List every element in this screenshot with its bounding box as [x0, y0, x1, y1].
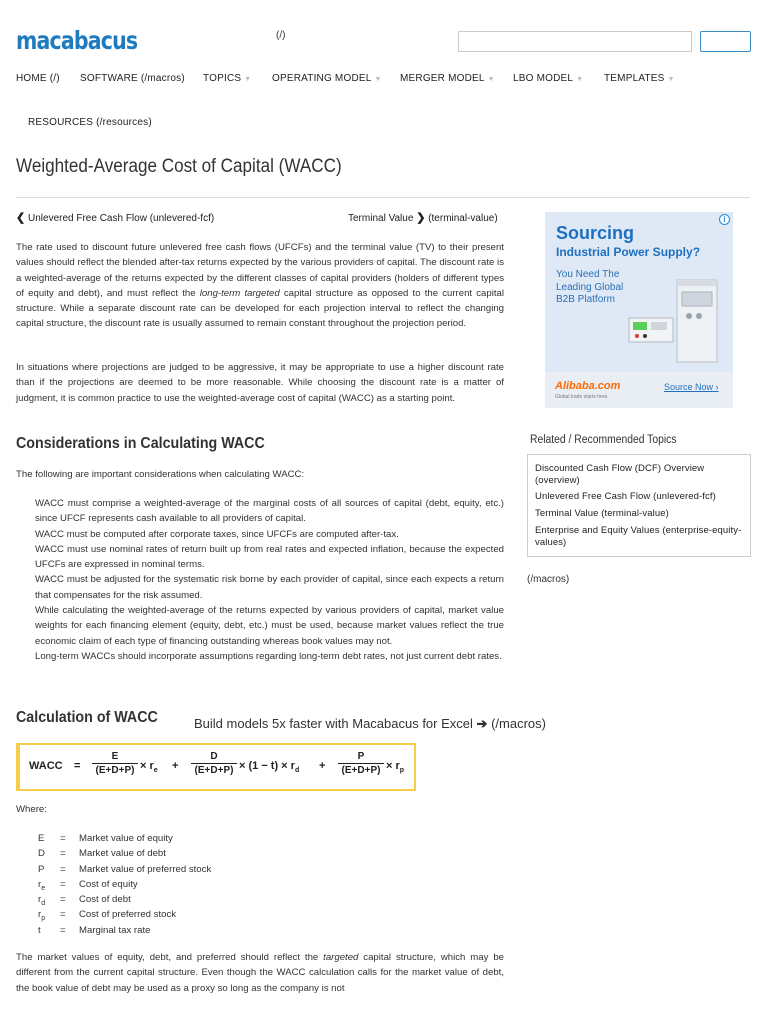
formula-lhs: WACC: [29, 760, 63, 772]
arrow-circle-right-icon: ➔: [476, 716, 488, 731]
chevron-down-icon: ▼: [374, 76, 382, 83]
nav-merger-model[interactable]: [400, 73, 495, 84]
ad-info-icon[interactable]: i: [719, 214, 730, 225]
definition-equals: =: [60, 894, 66, 906]
related-topics-list: [527, 454, 751, 557]
definition-equals: =: [60, 909, 66, 921]
chevron-down-icon: ▼: [487, 76, 495, 83]
definition-symbol: [38, 923, 41, 942]
fraction-numerator: D: [191, 751, 237, 764]
divider: [16, 197, 750, 198]
fraction-denominator: (E+D+P): [194, 765, 234, 776]
symbol-text: E: [38, 833, 45, 844]
formula-term-text: × r: [140, 760, 154, 772]
formula-subscript: e: [153, 767, 158, 775]
ad-title: Sourcing: [556, 223, 635, 243]
related-link[interactable]: Enterprise and Equity Values (enterprise-equity-values): [535, 525, 742, 548]
definition-text: Market value of equity: [79, 833, 173, 844]
next-topic-link[interactable]: [348, 211, 498, 224]
intro-paragraph-2: In situations where projections are judged to be aggressive, it may be appropriate to use a higher discount rate than if the projections are deemed to be more reasonable. While choosing the discount rate is a matter of judgment, it is common practice to use the weighted-average cost of capital (WACC) as a starting point.: [16, 362, 504, 404]
intro-paragraph-1: [16, 240, 504, 332]
nav-label: RESOURCES (/resources): [28, 117, 152, 128]
nav-label: MERGER MODEL: [400, 73, 485, 84]
definition-text: Cost of equity: [79, 878, 138, 890]
search-button[interactable]: [700, 31, 751, 52]
nav-label: SOFTWARE (/macros): [80, 73, 185, 84]
power-supply-image: [627, 276, 727, 368]
search-input[interactable]: [458, 31, 692, 52]
related-heading: Related / Recommended Topics: [530, 434, 677, 446]
related-link[interactable]: Terminal Value (terminal-value): [535, 508, 669, 519]
symbol-subscript: e: [41, 884, 46, 892]
paragraph-text: The rate used to discount future unlevered free cash flows (UFCFs) and the terminal value (TV) to their present values should reflect the blended after-tax returns expected by the various providers of capital. The discount rate is a weighted-average of the returns expected by the different classes of capital providers (holders of different types of equity and debt), and must reflect the: [16, 242, 504, 299]
prev-topic-label: Unlevered Free Cash Flow (unlevered-fcf): [28, 213, 215, 224]
nav-topics[interactable]: [203, 73, 251, 84]
promo-text: Build models 5x faster with Macabacus for Excel: [194, 716, 473, 731]
definition-equals: =: [60, 924, 66, 936]
considerations-heading: Considerations in Calculating WACC: [16, 435, 265, 452]
formula-plus: +: [172, 760, 179, 772]
emphasis-text: targeted: [323, 952, 359, 963]
fraction-denominator: (E+D+P): [341, 765, 381, 776]
list-item: Long-term WACCs should incorporate assumptions regarding long-term debt rates, not just current debt rates.: [35, 650, 502, 662]
formula-term: [140, 760, 158, 774]
formula-subscript: d: [294, 767, 300, 775]
alibaba-logo: Alibaba.com: [555, 380, 621, 392]
symbol-text: t: [38, 924, 41, 936]
nav-software[interactable]: [80, 73, 185, 84]
nav-label: HOME (/): [16, 73, 60, 84]
definition-text: Market value of preferred stock: [79, 863, 212, 875]
nav-operating-model[interactable]: [272, 73, 382, 84]
symbol-text: r: [38, 878, 42, 890]
ad-subtitle: Industrial Power Supply?: [556, 245, 701, 259]
fraction-numerator: E: [92, 751, 138, 764]
list-item: While calculating the weighted-average of the returns expected by various providers of capital, market value weights for each financing element (equity, debt, etc.) must be used, because market values reflect the true economic claim of each type of financing outstanding whereas book values may not.: [35, 605, 504, 647]
list-item: WACC must be computed after corporate taxes, since UFCFs are computed after-tax.: [35, 528, 399, 540]
nav-resources[interactable]: [28, 117, 152, 128]
formula-term: [386, 760, 404, 774]
nav-label: OPERATING MODEL: [272, 73, 372, 84]
related-link[interactable]: Discounted Cash Flow (DCF) Overview (overview): [535, 463, 705, 486]
list-item: WACC must comprise a weighted-average of the marginal costs of all sources of capital (debt, equity, etc.) since UFCF represents cash available to all providers of capital.: [35, 498, 504, 525]
ad-source-now-link[interactable]: Source Now ›: [664, 382, 719, 392]
list-item: WACC must be adjusted for the systematic risk borne by each provider of capital, since each expects a return that compensates for the risk assumed.: [35, 574, 504, 601]
symbol-text: P: [38, 863, 45, 875]
nav-label: TEMPLATES: [604, 73, 665, 84]
macros-promo-link[interactable]: [194, 716, 546, 732]
next-topic-label: Terminal Value: [348, 213, 414, 224]
preferred-fraction: [338, 751, 384, 776]
fraction-denominator: (E+D+P): [95, 765, 135, 776]
debt-fraction: [191, 751, 237, 776]
ad-body: You Need The Leading Global B2B Platform: [556, 269, 624, 305]
paragraph-text: capital structure as opposed to the current capital structure. While a separate discount rate can be developed for each projection interval to reflect the changing capital structure, the discount rate is usually assumed to remain constant throughout the projection period.: [16, 287, 504, 330]
symbol-subscript: d: [41, 900, 46, 908]
promo-link-text: (/macros): [491, 716, 546, 731]
nav-label: LBO MODEL: [513, 73, 574, 84]
symbol-text: r: [38, 894, 42, 906]
symbol-subscript: p: [41, 915, 46, 923]
chevron-down-icon: ▼: [667, 76, 675, 83]
paragraph-text: The market values of equity, debt, and preferred should reflect the: [16, 952, 324, 963]
where-label: Where:: [16, 804, 47, 815]
chevron-down-icon: ▼: [576, 76, 584, 83]
macabacus-logo[interactable]: macabacus: [16, 26, 138, 55]
nav-lbo-model[interactable]: [513, 73, 583, 84]
paragraph-text: capital structure, which may be different from the current capital structure. Even though the WACC calculation calls for the market value of debt, the book value of debt may be used as a proxy so long as the company is not: [16, 952, 504, 994]
chevron-left-icon: ❮: [16, 212, 26, 224]
ad-tagline: Global trade starts here.: [555, 394, 609, 400]
definition-text: Market value of debt: [79, 848, 166, 860]
formula-term-text: × r: [386, 760, 400, 772]
closing-paragraph: [16, 950, 504, 996]
chevron-right-icon: ❯: [416, 212, 426, 224]
nav-templates[interactable]: [604, 73, 675, 84]
list-item: WACC must use nominal rates of return built up from real rates and expected inflation, because the expected UFCFs are expressed in nominal terms.: [35, 543, 504, 571]
nav-label: TOPICS: [203, 73, 242, 84]
formula-equals: =: [74, 760, 81, 772]
symbol-text: D: [38, 848, 45, 860]
ad-footer: [545, 372, 733, 408]
formula-term: [239, 760, 299, 774]
calculation-heading: Calculation of WACC: [16, 709, 158, 726]
prev-topic-link[interactable]: [16, 211, 214, 224]
equity-fraction: [92, 751, 138, 776]
definition-equals: =: [60, 878, 66, 890]
considerations-intro: The following are important considerations when calculating WACC:: [16, 469, 305, 480]
related-link[interactable]: Unlevered Free Cash Flow (unlevered-fcf): [535, 491, 716, 502]
formula-subscript: p: [399, 767, 405, 775]
considerations-list: [35, 496, 504, 664]
sidebar-ad[interactable]: [545, 212, 733, 408]
nav-home[interactable]: [16, 73, 60, 84]
definition-equals: =: [60, 863, 66, 875]
chevron-down-icon: ▼: [244, 76, 252, 83]
formula-term-text: × (1 − t) × r: [239, 760, 295, 772]
wacc-formula: [16, 743, 416, 791]
definition-text: Marginal tax rate: [79, 924, 151, 936]
definition-text: Cost of preferred stock: [79, 909, 177, 921]
fraction-numerator: P: [338, 751, 384, 764]
symbol-text: r: [38, 909, 42, 921]
page-title: Weighted-Average Cost of Capital (WACC): [16, 156, 342, 177]
definition-text: Cost of debt: [79, 894, 131, 906]
macros-link[interactable]: (/macros): [527, 574, 570, 585]
formula-plus: +: [319, 760, 326, 772]
logo-link-text[interactable]: (/): [276, 30, 286, 41]
emphasis-text: long-term targeted: [199, 287, 280, 299]
definition-equals: =: [60, 848, 66, 860]
definition-equals: =: [60, 833, 66, 844]
next-topic-slug: (terminal-value): [428, 213, 498, 224]
